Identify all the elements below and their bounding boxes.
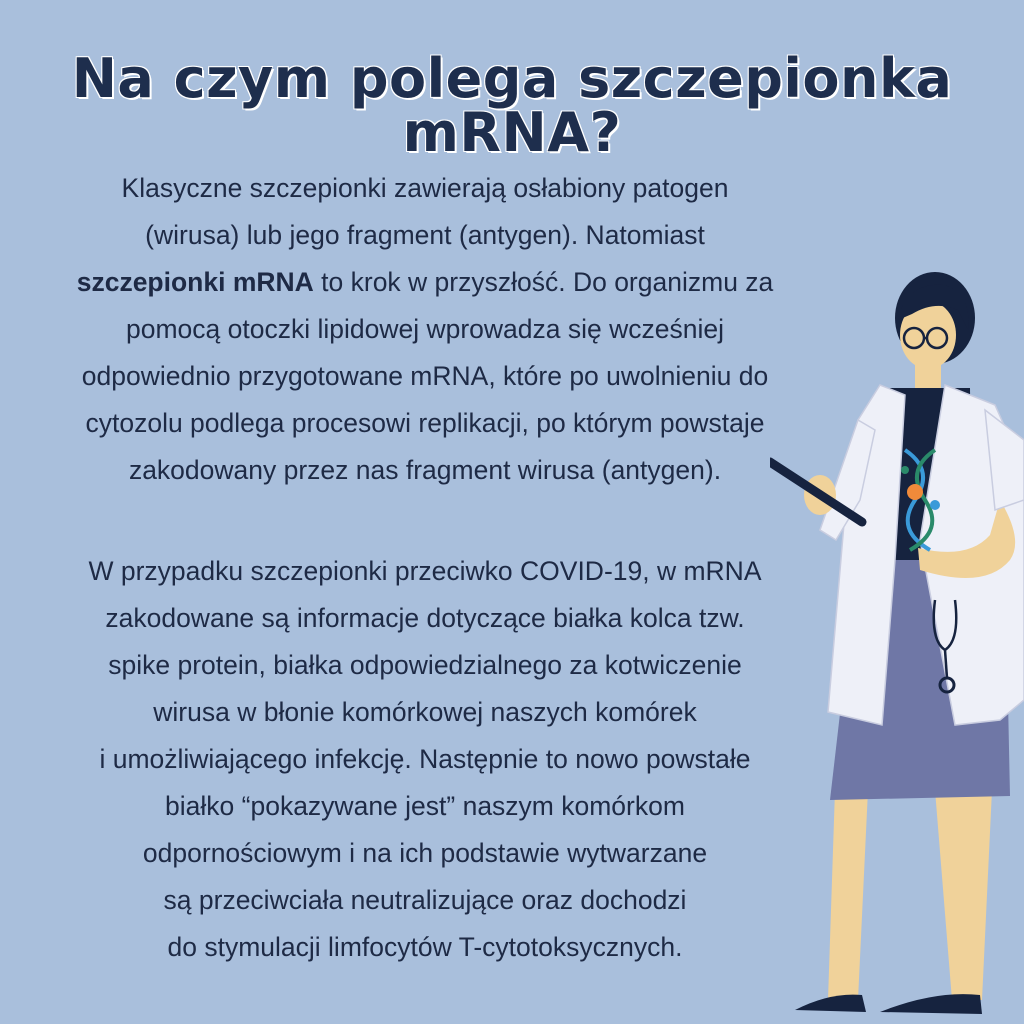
text-line: zakodowane są informacje dotyczące białka kolca tzw.: [105, 603, 745, 633]
leg-right: [935, 790, 992, 1000]
text-line: białko “pokazywane jest” naszym komórkom: [165, 791, 685, 821]
text-line: do stymulacji limfocytów T-cytotoksycznych.: [167, 932, 683, 962]
text-line: odpowiednio przygotowane mRNA, które po uwolnieniu do: [81, 361, 769, 391]
text-line: [10, 259, 840, 306]
text-line: i umożliwiającego infekcję. Następnie to nowo powstałe: [99, 744, 751, 774]
text-line: spike protein, białka odpowiedzialnego za kotwiczenie: [108, 650, 742, 680]
text-line: są przeciwciała neutralizujące oraz dochodzi: [163, 885, 687, 915]
text-line: wirusa w błonie komórkowej naszych komórek: [153, 697, 697, 727]
text-line: pomocą otoczki lipidowej wprowadza się wcześniej: [126, 314, 724, 344]
text-line: (wirusa) lub jego fragment (antygen). Natomiast: [145, 220, 705, 250]
text-fragment: to krok w przyszłość. Do organizmu za: [313, 267, 774, 297]
text-line: W przypadku szczepionki przeciwko COVID-19, w mRNA: [88, 556, 762, 586]
shoe-right: [880, 994, 982, 1014]
text-line: cytozolu podlega procesowi replikacji, po którym powstaje: [85, 408, 765, 438]
highlight-term: szczepionki mRNA: [76, 267, 314, 297]
covid-paragraph: [10, 548, 840, 971]
text-line: zakodowany przez nas fragment wirusa (antygen).: [128, 455, 722, 485]
doctor-illustration: [770, 270, 1024, 1024]
shoe-left: [795, 995, 866, 1012]
page-title: Na czym polega szczepionka mRNA?: [71, 47, 953, 164]
intro-paragraph: [10, 165, 840, 494]
leg-left: [828, 790, 868, 1000]
text-line: Klasyczne szczepionki zawierają osłabiony patogen: [121, 173, 729, 203]
text-line: odpornościowym i na ich podstawie wytwarzane: [142, 838, 708, 868]
